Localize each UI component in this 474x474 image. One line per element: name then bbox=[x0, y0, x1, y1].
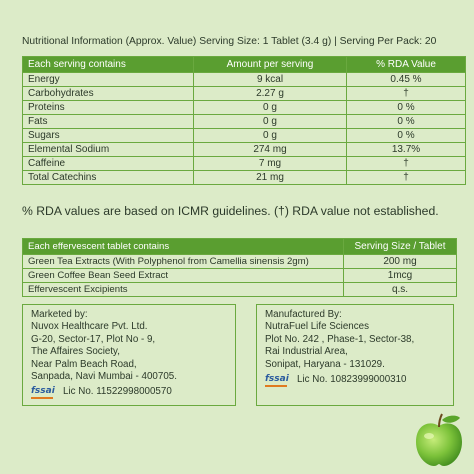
nutrient-rda: † bbox=[347, 87, 466, 101]
marketed-by-title: Marketed by: bbox=[31, 309, 88, 320]
col-header-serving-size: Serving Size / Tablet bbox=[344, 239, 457, 255]
manufactured-by-line: Sonipat, Haryana - 131029. bbox=[265, 358, 385, 370]
nutrient-amount: 0 g bbox=[194, 129, 347, 143]
table-row bbox=[23, 101, 466, 115]
nutrient-amount: 9 kcal bbox=[194, 73, 347, 87]
manufactured-by-line: Plot No. 242 , Phase-1, Sector-38, bbox=[265, 333, 415, 345]
nutrient-name: Elemental Sodium bbox=[23, 143, 194, 157]
nutrient-amount: 0 g bbox=[194, 101, 347, 115]
nutrient-rda: 0.45 % bbox=[347, 73, 466, 87]
table-row bbox=[23, 143, 466, 157]
nutrient-rda: 0 % bbox=[347, 115, 466, 129]
nutrient-name: Fats bbox=[23, 115, 194, 129]
nutrient-rda: † bbox=[347, 171, 466, 185]
ingredient-name: Green Coffee Bean Seed Extract bbox=[23, 269, 344, 283]
col-header-serving: Each serving contains bbox=[23, 57, 194, 73]
col-header-contents: Each effervescent tablet contains bbox=[23, 239, 344, 255]
composition-table-header bbox=[23, 239, 457, 255]
marketed-by-line: Sanpada, Navi Mumbai - 400705. bbox=[31, 371, 177, 383]
nutrition-header: Nutritional Information (Approx. Value) Serving Size: 1 Tablet (3.4 g) | Serving Per Pack: 20 bbox=[22, 36, 437, 47]
nutrition-table bbox=[22, 56, 466, 185]
nutrient-name: Carbohydrates bbox=[23, 87, 194, 101]
ingredient-amount: 200 mg bbox=[344, 255, 457, 269]
fssai-logo-icon: fssai bbox=[31, 385, 53, 399]
manufactured-by-line: Rai Industrial Area, bbox=[265, 346, 348, 358]
ingredient-amount: q.s. bbox=[344, 283, 457, 297]
marketed-lic-row bbox=[31, 385, 227, 399]
ingredient-name: Effervescent Excipients bbox=[23, 283, 344, 297]
manufactured-lic-number: Lic No. 10823999000310 bbox=[297, 373, 407, 385]
marketed-by-line: The Affaires Society, bbox=[31, 346, 120, 358]
nutrient-rda: 0 % bbox=[347, 101, 466, 115]
nutrient-name: Energy bbox=[23, 73, 194, 87]
col-header-amount: Amount per serving bbox=[194, 57, 347, 73]
nutrient-amount: 274 mg bbox=[194, 143, 347, 157]
table-row bbox=[23, 73, 466, 87]
green-apple-icon bbox=[412, 412, 466, 468]
nutrient-amount: 21 mg bbox=[194, 171, 347, 185]
fssai-logo-icon: fssai bbox=[265, 373, 287, 387]
nutrient-rda: 0 % bbox=[347, 129, 466, 143]
marketed-lic-number: Lic No. 11522998000570 bbox=[63, 386, 172, 398]
nutrient-name: Caffeine bbox=[23, 157, 194, 171]
marketed-by-line: Nuvox Healthcare Pvt. Ltd. bbox=[31, 321, 148, 333]
table-row bbox=[23, 171, 466, 185]
marketed-by-box bbox=[22, 304, 236, 406]
marketed-by-line: G-20, Sector-17, Plot No - 9, bbox=[31, 333, 156, 345]
nutrient-name: Proteins bbox=[23, 101, 194, 115]
ingredient-name: Green Tea Extracts (With Polyphenol from Camellia sinensis 2gm) bbox=[23, 255, 344, 269]
manufactured-by-title: Manufactured By: bbox=[265, 309, 342, 320]
composition-table bbox=[22, 238, 457, 297]
table-row bbox=[23, 269, 457, 283]
ingredient-amount: 1mcg bbox=[344, 269, 457, 283]
manufactured-lic-row bbox=[265, 373, 445, 387]
manufactured-by-box bbox=[256, 304, 454, 406]
rda-note: % RDA values are based on ICMR guidelines. (†) RDA value not established. bbox=[22, 204, 439, 218]
table-row bbox=[23, 157, 466, 171]
marketed-by-line: Near Palm Beach Road, bbox=[31, 358, 137, 370]
nutrient-name: Total Catechins bbox=[23, 171, 194, 185]
table-row bbox=[23, 87, 466, 101]
nutrient-rda: 13.7% bbox=[347, 143, 466, 157]
table-row bbox=[23, 283, 457, 297]
nutrition-table-header bbox=[23, 57, 466, 73]
table-row bbox=[23, 255, 457, 269]
nutrient-rda: † bbox=[347, 157, 466, 171]
col-header-rda: % RDA Value bbox=[347, 57, 466, 73]
nutrient-amount: 7 mg bbox=[194, 157, 347, 171]
table-row bbox=[23, 115, 466, 129]
table-row bbox=[23, 129, 466, 143]
nutrient-name: Sugars bbox=[23, 129, 194, 143]
nutrient-amount: 0 g bbox=[194, 115, 347, 129]
manufactured-by-line: NutraFuel Life Sciences bbox=[265, 321, 370, 333]
nutrient-amount: 2.27 g bbox=[194, 87, 347, 101]
